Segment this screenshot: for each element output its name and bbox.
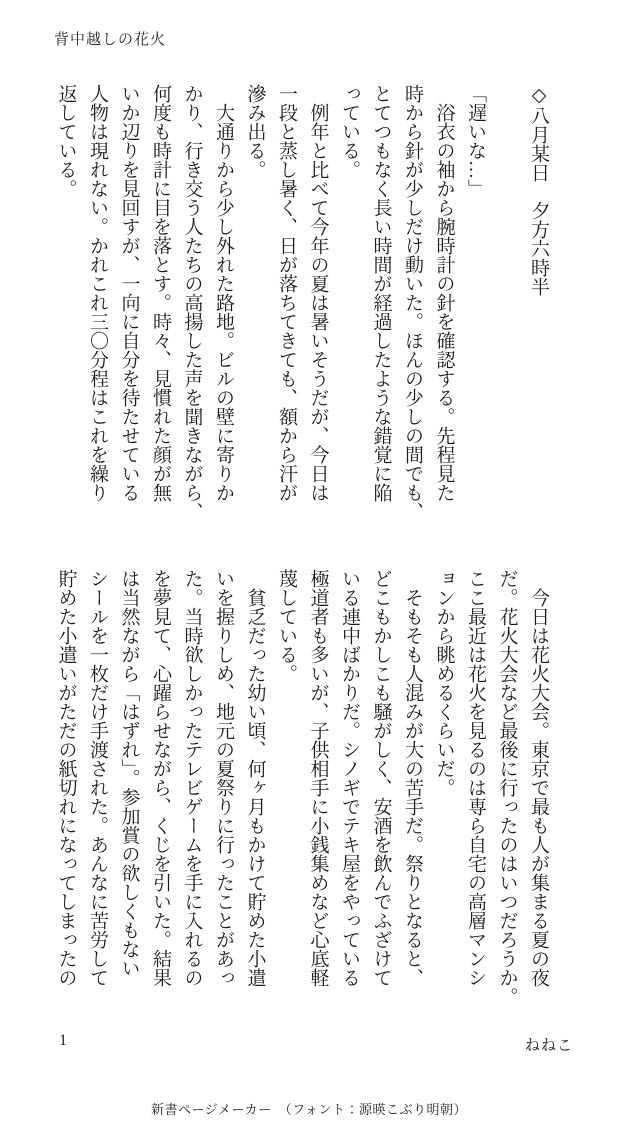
text-line: 時から針が少しだけ動いた。ほんの少しの間でも、 [402, 84, 423, 521]
footer-credit: 新書ページメーカー （フォント：源暎こぶり明朝） [151, 1102, 467, 1117]
text-line: た。当時欲しかったテレビゲームを手に入れるの [181, 569, 203, 987]
text-line: 「遅いな…」 [465, 84, 486, 198]
text-line: ョンから眺めるくらいだ。 [433, 569, 455, 797]
text-line: 一段と蒸し暑く、日が落ちてきても、額から汗が [276, 84, 297, 502]
text-line: いか辺りを見回すが、一向に自分を待たせている [118, 84, 140, 502]
text-line: 何度も時計に目を落とす。時々、見慣れた顔が無 [150, 84, 171, 502]
text-block-top [50, 84, 554, 521]
text-line: を夢見て、心躍らせながら、くじを引いた。結果 [150, 569, 171, 987]
text-line: 浴衣の袖から腕時計の針を確認する。先程見た [433, 84, 455, 502]
text-line: 蔑している。 [276, 569, 297, 683]
text-line: 返している。 [55, 84, 77, 198]
text-line: ◇八月某日 夕方六時半 [528, 84, 549, 296]
text-line: 大通りから少し外れた路地。ビルの壁に寄りか [213, 84, 234, 502]
text-line: 貯めた小遣いがただの紙切れになってしまったの [55, 569, 77, 987]
page-number: 1 [59, 1032, 67, 1049]
text-line: 極道者も多いが、子供相手に小銭集めなど心底軽 [307, 569, 329, 987]
text-line: 人物は現れない。かれこれ三〇分程はこれを繰り [87, 84, 108, 502]
text-line: 例年と比べて今年の夏は暑いそうだが、今日は [307, 84, 329, 502]
text-line: 貧乏だった幼い頃、何ヶ月もかけて貯めた小遣 [244, 569, 266, 987]
author-name: ねねこ [524, 1038, 573, 1054]
text-line: いる連中ばかりだ。シノギでテキ屋をやっている [339, 569, 360, 987]
text-line [491, 84, 523, 504]
text-block-bottom [50, 569, 554, 1006]
text-line: とてつもなく長い時間が経過したような錯覚に陥 [370, 84, 392, 502]
text-line: ここ最近は花火を見るのは専ら自宅の高層マンシ [465, 569, 486, 987]
text-line: っている。 [339, 84, 360, 179]
text-line: どこもかしこも騒がしく、安酒を飲んでふざけて [370, 569, 392, 987]
text-line: 滲み出る。 [244, 84, 266, 179]
text-line: いを握りしめ、地元の夏祭りに行ったことがあっ [213, 569, 234, 987]
text-line: そもそも人混みが大の苦手だ。祭りとなると、 [402, 569, 423, 987]
text-line: 今日は花火大会。東京で最も人が集まる夏の夜 [528, 569, 549, 987]
running-head-title: 背中越しの花火 [54, 32, 167, 48]
text-line: は当然ながら「はずれ」。参加賞の欲しくもない [118, 569, 140, 978]
text-line: かり、行き交う人たちの高揚した声を聞きながら、 [181, 84, 203, 521]
text-line: だ。花火大会など最後に行ったのはいつだろうか。 [496, 569, 518, 1006]
text-line: シールを一枚だけ手渡された。あんなに苦労して [87, 569, 108, 987]
